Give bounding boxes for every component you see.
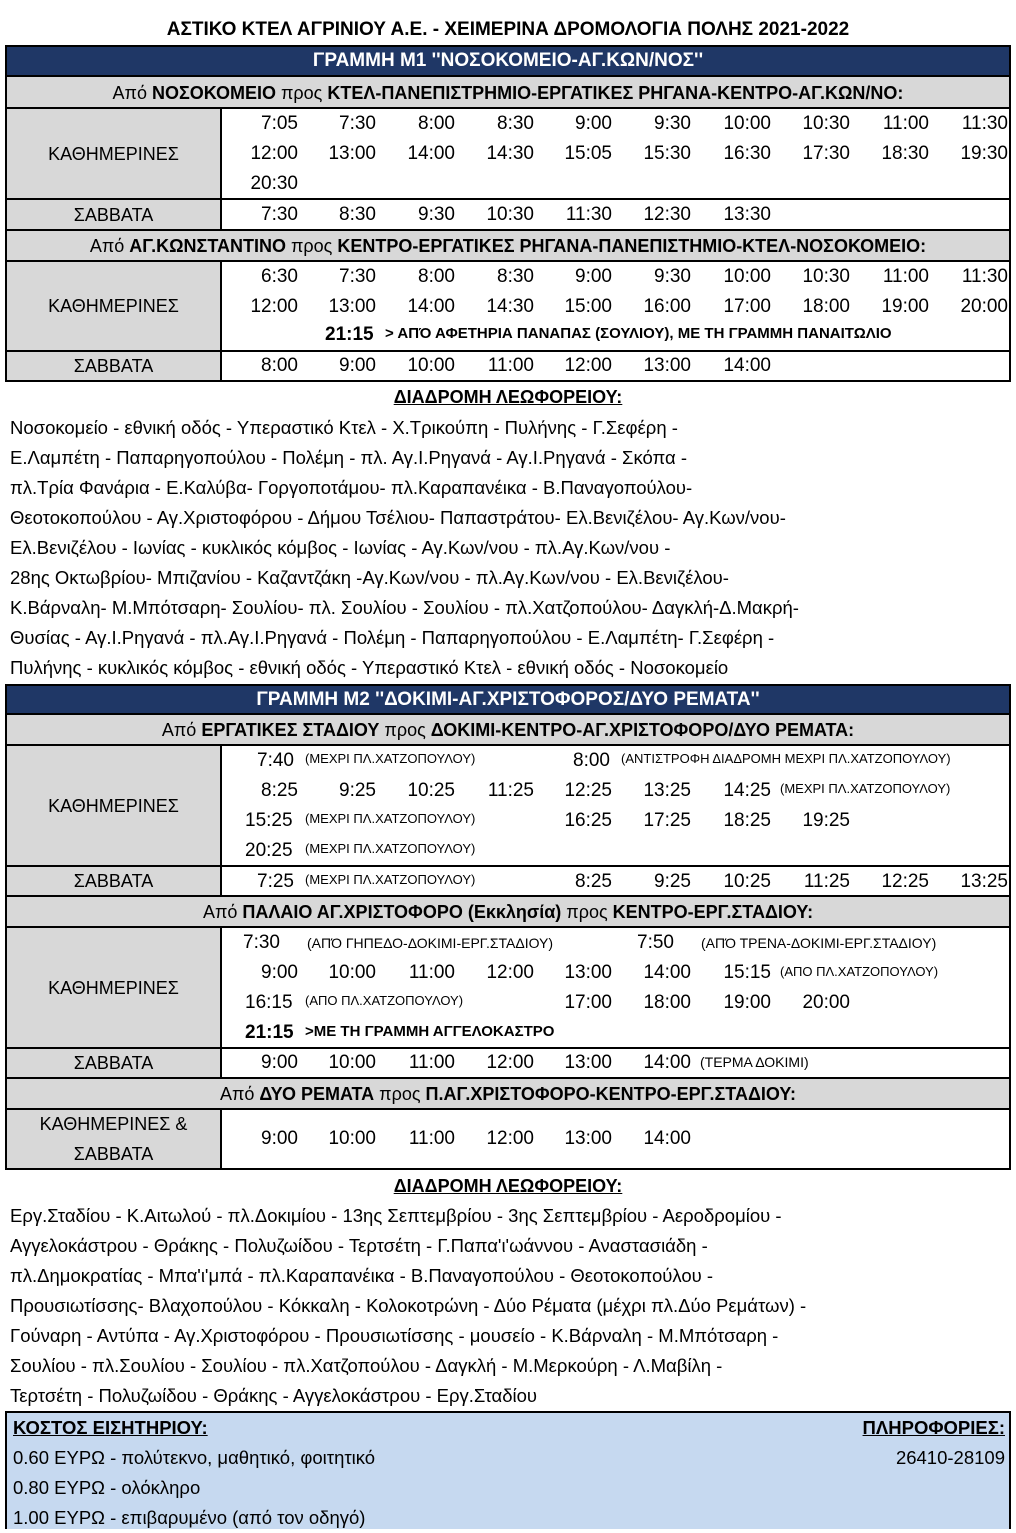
departure-time: 11:25 (487, 780, 534, 801)
line-m1-header: ΓΡΑΜΜΗ Μ1 ''ΝΟΣΟΚΟΜΕΙΟ-ΑΓ.ΚΩΝ/ΝΟΣ'' (5, 45, 1011, 77)
departure-time: 9:00 (575, 113, 612, 134)
m2-dir1-weekdays (5, 746, 1011, 867)
departure-time: 12:00 (564, 355, 612, 376)
m2-dir1-saturdays (5, 867, 1011, 897)
to-stops: ΔΟΚΙΜΙ-ΚΕΝΤΡΟ-ΑΓ.ΧΡΙΣΤΟΦΟΡΟ/ΔΥΟ ΡΕΜΑΤΑ: (430, 720, 855, 740)
time: 21:15 (245, 1022, 294, 1043)
cost-item: 0.80 ΕΥΡΩ - ολόκληρο (13, 1477, 201, 1498)
m2-dir2-saturdays (5, 1049, 1011, 1079)
time: 7:25 (257, 871, 294, 892)
saturdays-label: ΣΑΒΒΑΤΑ (7, 867, 222, 895)
from-word: Από (89, 236, 130, 256)
route-line: Σουλίου - πλ.Σουλίου - Σουλίου - πλ.Χατζοπούλου - Δαγκλή - Μ.Μερκούρη - Λ.Μαβίλη - (10, 1355, 723, 1376)
departure-time: 9:30 (418, 204, 455, 225)
route-line: Τερτσέτη - Πολυζωίδου - Θράκης - Αγγελοκάστρου - Εργ.Σταδίου (10, 1385, 538, 1406)
route-line: Νοσοκομείο - εθνική οδός - Υπεραστικό Κτελ - Χ.Τρικούπη - Πυλήνης - Γ.Σεφέρη - (10, 417, 678, 438)
departure-time: 16:00 (643, 296, 691, 317)
time-note: (ΜΕΧΡΙ ΠΛ.ΧΑΤΖΟΠΟΥΛΟΥ) (780, 781, 951, 796)
saturdays-label: ΣΑΒΒΑΤΑ (7, 200, 222, 229)
departure-time: 20:30 (250, 173, 298, 194)
weekdays-label: ΚΑΘΗΜΕΡΙΝΕΣ (7, 262, 222, 350)
weekdays-label: ΚΑΘΗΜΕΡΙΝΕΣ (7, 109, 222, 198)
departure-time: 9:30 (654, 266, 691, 287)
m1-dir2-header (5, 231, 1011, 262)
departure-time: 20:00 (960, 296, 1008, 317)
departure-time: 14:00 (643, 962, 691, 983)
extra-note: > ΑΠΌ ΑΦΕΤΗΡΙΑ ΠΑΝΑΠΑΣ (ΣΟΥΛΙΟΥ), ΜΕ ΤΗ ΓΡΑΜΜΗ ΠΑΝΑΙΤΩΛΙΟ (385, 325, 892, 342)
to-stops: ΚΤΕΛ-ΠΑΝΕΠΙΣΤΡΗΜΙΟ-ΕΡΓΑΤΙΚΕΣ ΡΗΓΑΝΑ-ΚΕΝΤΡΟ-ΑΓ.ΚΩΝ/ΝΟ: (327, 83, 904, 103)
departure-time: 11:30 (961, 266, 1008, 287)
from-word: Από (219, 1084, 260, 1104)
departure-time: 9:25 (339, 780, 376, 801)
label-line: ΚΑΘΗΜΕΡΙΝΕΣ & (39, 1114, 188, 1134)
time-note: (ΜΕΧΡΙ ΠΛ.ΧΑΤΖΟΠΟΥΛΟΥ) (305, 841, 476, 856)
route-line: Θεοτοκοπούλου - Αγ.Χριστοφόρου - Δήμου Τσέλιου- Παπαστράτου- Ελ.Βενιζέλου- Αγ.Κων/νου- (10, 507, 786, 528)
departure-time: 16:30 (723, 143, 771, 164)
departure-time: 14:00 (407, 143, 455, 164)
time: 20:25 (245, 840, 293, 861)
departure-time: 14:25 (723, 780, 771, 801)
departure-time: 12:00 (250, 143, 298, 164)
to-word: προς (561, 902, 613, 922)
route-line: πλ.Τρία Φανάρια - Ε.Καλύβα- Γοργοποτάμου- πλ.Καραπανέικα - Β.Παναγοπούλου- (10, 477, 693, 498)
departure-time: 7:30 (339, 266, 376, 287)
departure-time: 7:30 (261, 204, 298, 225)
departure-time: 10:30 (486, 204, 534, 225)
departure-time: 12:25 (881, 871, 929, 892)
departure-time: 11:00 (408, 1128, 455, 1149)
cost-item: 1.00 ΕΥΡΩ - επιβαρυμένο (από τον οδηγό) (13, 1507, 366, 1528)
departure-time: 10:00 (328, 962, 376, 983)
time-note: (ΜΕΧΡΙ ΠΛ.ΧΑΤΖΟΠΟΥΛΟΥ) (305, 751, 476, 766)
time-note: (ΤΕΡΜΑ ΔΟΚΙΜΙ) (700, 1054, 809, 1070)
departure-time: 8:30 (497, 113, 534, 134)
info-phone: 26410-28109 (895, 1447, 1005, 1468)
departure-time: 14:00 (643, 1052, 691, 1073)
time-note: (ΑΠΌ ΓΗΠΕΔΟ-ΔΟΚΙΜΙ-ΕΡΓ.ΣΤΑΔΙΟΥ) (307, 935, 554, 951)
departure-time: 19:00 (881, 296, 929, 317)
time: 16:15 (245, 992, 293, 1013)
departure-time: 18:30 (881, 143, 929, 164)
time-note: (ΑΠΌ ΤΡΕΝΑ-ΔΟΚΙΜΙ-ΕΡΓ.ΣΤΑΔΙΟΥ) (701, 935, 937, 951)
departure-time: 13:00 (564, 1052, 612, 1073)
departure-time: 14:30 (486, 296, 534, 317)
departure-time: 12:00 (486, 962, 534, 983)
departure-time: 13:25 (960, 871, 1008, 892)
from-stop: ΕΡΓΑΤΙΚΕΣ ΣΤΑΔΙΟΥ (201, 720, 380, 740)
departure-time: 13:00 (328, 296, 376, 317)
route-line: Κ.Βάρναλη- Μ.Μπότσαρη- Σουλίου- πλ. Σουλίου - Σουλίου - πλ.Χατζοπούλου- Δαγκλή-Δ.Μακρή- (10, 597, 799, 618)
departure-time: 18:25 (723, 810, 771, 831)
departure-time: 8:00 (418, 113, 455, 134)
departure-time: 17:00 (564, 992, 612, 1013)
m2-route-heading: ΔΙΑΔΡΟΜΗ ΛΕΩΦΟΡΕΙΟΥ: (393, 1176, 623, 1196)
departure-time: 8:25 (575, 871, 612, 892)
departure-time: 11:25 (803, 871, 850, 892)
weekdays-saturdays-label (7, 1110, 222, 1168)
departure-time: 17:30 (802, 143, 850, 164)
route-line: Ελ.Βενιζέλου - Ιωνίας - κυκλικός κόμβος - Ιωνίας - Αγ.Κων/νου - πλ.Αγ.Κων/νου - (10, 537, 671, 558)
from-word: Από (161, 720, 202, 740)
to-stops: Π.ΑΓ.ΧΡΙΣΤΟΦΟΡΟ-ΚΕΝΤΡΟ-ΕΡΓ.ΣΤΑΔΙΟΥ: (425, 1084, 797, 1104)
m2-dir3-header (5, 1079, 1011, 1110)
departure-time: 12:30 (643, 204, 691, 225)
departure-time: 9:00 (261, 962, 298, 983)
time-note: (ΑΠΟ ΠΛ.ΧΑΤΖΟΠΟΥΛΟΥ) (305, 993, 464, 1008)
departure-time: 16:25 (564, 810, 612, 831)
departure-time: 12:00 (250, 296, 298, 317)
departure-time: 19:00 (723, 992, 771, 1013)
departure-time: 11:30 (961, 113, 1008, 134)
departure-time: 8:00 (418, 266, 455, 287)
departure-time: 8:30 (497, 266, 534, 287)
route-line: Αγγελοκάστρου - Θράκης - Πολυζωίδου - Τερτσέτη - Γ.Παπα'ι'ωάννου - Αναστασιάδη - (10, 1235, 708, 1256)
from-stop: ΠΑΛΑΙΟ ΑΓ.ΧΡΙΣΤΟΦΟΡΟ (Εκκλησία) (242, 902, 562, 922)
departure-time: 14:00 (407, 296, 455, 317)
weekdays-label: ΚΑΘΗΜΕΡΙΝΕΣ (7, 928, 222, 1047)
m2-dir2-weekdays (5, 928, 1011, 1049)
route-line: Εργ.Σταδίου - Κ.Αιτωλού - πλ.Δοκιμίου - 13ης Σεπτεμβρίου - 3ης Σεπτεμβρίου - Αεροδρομίου - (10, 1205, 782, 1226)
time-note: (ΑΝΤΙΣΤΡΟΦΗ ΔΙΑΔΡΟΜΗ ΜΕΧΡΙ ΠΛ.ΧΑΤΖΟΠΟΥΛΟΥ) (621, 751, 951, 766)
route-line: 28ης Οκτωβρίου- Μπιζανίου - Καζαντζάκη -Αγ.Κων/νου - πλ.Αγ.Κων/νου - Ελ.Βενιζέλου- (10, 567, 729, 588)
departure-time: 12:00 (486, 1052, 534, 1073)
departure-time: 13:00 (328, 143, 376, 164)
time-note: (ΜΕΧΡΙ ΠΛ.ΧΑΤΖΟΠΟΥΛΟΥ) (305, 811, 476, 826)
departure-time: 7:05 (261, 113, 298, 134)
departure-time: 19:30 (960, 143, 1008, 164)
departure-time: 13:00 (564, 1128, 612, 1149)
route-line: Θυσίας - Αγ.Ι.Ρηγανά - πλ.Αγ.Ι.Ρηγανά - Πολέμη - Παπαρηγοπούλου - Ε.Λαμπέτη- Γ.Σεφέρη - (10, 627, 775, 648)
route-line: πλ.Δημοκρατίας - Μπα'ι'μπά - πλ.Καραπανέικα - Β.Παναγοπούλου - Θεοτοκοπούλου - (10, 1265, 714, 1286)
time-note: >ΜΕ ΤΗ ΓΡΑΜΜΗ ΑΓΓΕΛΟΚΑΣΤΡΟ (305, 1023, 555, 1040)
departure-time: 12:25 (564, 780, 612, 801)
departure-time: 14:00 (723, 355, 771, 376)
m1-route-heading: ΔΙΑΔΡΟΜΗ ΛΕΩΦΟΡΕΙΟΥ: (393, 387, 623, 407)
label-line: ΣΑΒΒΑΤΑ (73, 1144, 154, 1164)
departure-time: 11:00 (408, 1052, 455, 1073)
departure-time: 12:00 (486, 1128, 534, 1149)
departure-time: 11:30 (565, 204, 612, 225)
departure-time: 10:00 (723, 266, 771, 287)
time-note: (ΜΕΧΡΙ ΠΛ.ΧΑΤΖΟΠΟΥΛΟΥ) (305, 872, 476, 887)
from-stop: ΑΓ.ΚΩΝΣΤΑΝΤΙΝΟ (129, 236, 286, 256)
departure-time: 11:00 (487, 355, 534, 376)
departure-time: 13:30 (723, 204, 771, 225)
cost-item: 0.60 ΕΥΡΩ - πολύτεκνο, μαθητικό, φοιτητικό (13, 1447, 376, 1468)
saturdays-label: ΣΑΒΒΑΤΑ (7, 1049, 222, 1077)
departure-time: 17:00 (723, 296, 771, 317)
departure-time: 19:25 (802, 810, 850, 831)
departure-time: 10:00 (328, 1128, 376, 1149)
from-stop: ΔΥΟ ΡΕΜΑΤΑ (259, 1084, 375, 1104)
line-m2-header: ΓΡΑΜΜΗ Μ2 ''ΔΟΚΙΜΙ-ΑΓ.ΧΡΙΣΤΟΦΟΡΟΣ/ΔΥΟ ΡΕΜΑΤΑ'' (5, 684, 1011, 715)
m2-dir2-header (5, 897, 1011, 928)
departure-time: 18:00 (802, 296, 850, 317)
time: 7:30 (243, 932, 280, 953)
from-stop: ΝΟΣΟΚΟΜΕΙΟ (151, 83, 276, 103)
departure-time: 11:00 (882, 113, 929, 134)
departure-time: 8:25 (261, 780, 298, 801)
departure-time: 10:00 (328, 1052, 376, 1073)
departure-time: 14:00 (643, 1128, 691, 1149)
m1-dir2-weekdays (5, 262, 1011, 352)
m1-dir1-weekdays (5, 109, 1011, 200)
departure-time: 10:30 (802, 113, 850, 134)
departure-time: 10:00 (407, 355, 455, 376)
departure-time: 10:25 (407, 780, 455, 801)
time-note: (ΑΠΟ ΠΛ.ΧΑΤΖΟΠΟΥΛΟΥ) (780, 964, 939, 979)
to-stops: ΚΕΝΤΡΟ-ΕΡΓ.ΣΤΑΔΙΟΥ: (612, 902, 814, 922)
to-word: προς (374, 1084, 426, 1104)
departure-time: 13:00 (564, 962, 612, 983)
from-word: Από (202, 902, 243, 922)
to-word: προς (286, 236, 338, 256)
departure-time: 8:30 (339, 204, 376, 225)
departure-time: 10:30 (802, 266, 850, 287)
departure-time: 9:00 (261, 1128, 298, 1149)
departure-time: 7:30 (339, 113, 376, 134)
departure-time: 15:30 (643, 143, 691, 164)
m2-dir1-header (5, 715, 1011, 746)
departure-time: 8:00 (261, 355, 298, 376)
departure-time: 13:25 (643, 780, 691, 801)
m1-dir1-header (5, 77, 1011, 109)
departure-time: 15:00 (564, 296, 612, 317)
m1-dir1-saturdays (5, 200, 1011, 231)
departure-time: 20:00 (802, 992, 850, 1013)
departure-time: 17:25 (643, 810, 691, 831)
time: 7:40 (257, 750, 294, 771)
departure-time: 9:00 (261, 1052, 298, 1073)
time: 7:50 (637, 932, 674, 953)
departure-time: 6:30 (261, 266, 298, 287)
departure-time: 15:05 (564, 143, 612, 164)
departure-time: 13:00 (643, 355, 691, 376)
weekdays-label: ΚΑΘΗΜΕΡΙΝΕΣ (7, 746, 222, 865)
departure-time: 9:25 (654, 871, 691, 892)
m1-dir2-saturdays (5, 352, 1011, 382)
page-title: ΑΣΤΙΚΟ ΚΤΕΛ ΑΓΡΙΝΙΟΥ Α.Ε. - ΧΕΙΜΕΡΙΝΑ ΔΡΟΜΟΛΟΓΙΑ ΠΟΛΗΣ 2021-2022 (166, 19, 850, 40)
cost-heading: ΚΟΣΤΟΣ ΕΙΣΗΤΗΡΙΟΥ: (13, 1417, 208, 1438)
departure-time: 9:00 (575, 266, 612, 287)
info-heading: ΠΛΗΡΟΦΟΡΙΕΣ: (862, 1417, 1005, 1438)
departure-time: 14:30 (486, 143, 534, 164)
departure-time: 10:00 (723, 113, 771, 134)
to-word: προς (379, 720, 431, 740)
route-line: Ε.Λαμπέτη - Παπαρηγοπούλου - Πολέμη - πλ. Αγ.Ι.Ρηγανά - Αγ.Ι.Ρηγανά - Σκόπα - (10, 447, 687, 468)
saturdays-label: ΣΑΒΒΑΤΑ (7, 352, 222, 380)
time: 8:00 (573, 750, 610, 771)
departure-time: 9:30 (654, 113, 691, 134)
extra-time: 21:15 (325, 324, 374, 345)
time: 15:25 (245, 810, 293, 831)
to-word: προς (275, 83, 328, 103)
route-line: Πυλήνης - κυκλικός κόμβος - εθνική οδός - Υπεραστικό Κτελ - εθνική οδός - Νοσοκομείο (10, 657, 729, 678)
route-line: Προυσιωτίσσης- Βλαχοπούλου - Κόκκαλη - Κολοκοτρώνη - Δύο Ρέματα (μέχρι πλ.Δύο Ρεμάτων) - (10, 1295, 807, 1316)
departure-time: 11:00 (408, 962, 455, 983)
from-word: Από (112, 83, 152, 103)
departure-time: 10:25 (723, 871, 771, 892)
departure-time: 18:00 (643, 992, 691, 1013)
departure-time: 9:00 (339, 355, 376, 376)
m2-dir3-weekdays-saturdays (5, 1110, 1011, 1170)
to-stops: ΚΕΝΤΡΟ-ΕΡΓΑΤΙΚΕΣ ΡΗΓΑΝΑ-ΠΑΝΕΠΙΣΤΗΜΙΟ-ΚΤΕΛ-ΝΟΣΟΚΟΜΕΙΟ: (337, 236, 927, 256)
departure-time: 11:00 (882, 266, 929, 287)
route-line: Γούναρη - Αντύπα - Αγ.Χριστοφόρου - Προυσιωτίσσης - μουσείο - Κ.Βάρναλη - Μ.Μπότσαρη - (10, 1325, 779, 1346)
departure-time: 15:15 (723, 962, 771, 983)
ticket-cost-box (5, 1411, 1011, 1529)
